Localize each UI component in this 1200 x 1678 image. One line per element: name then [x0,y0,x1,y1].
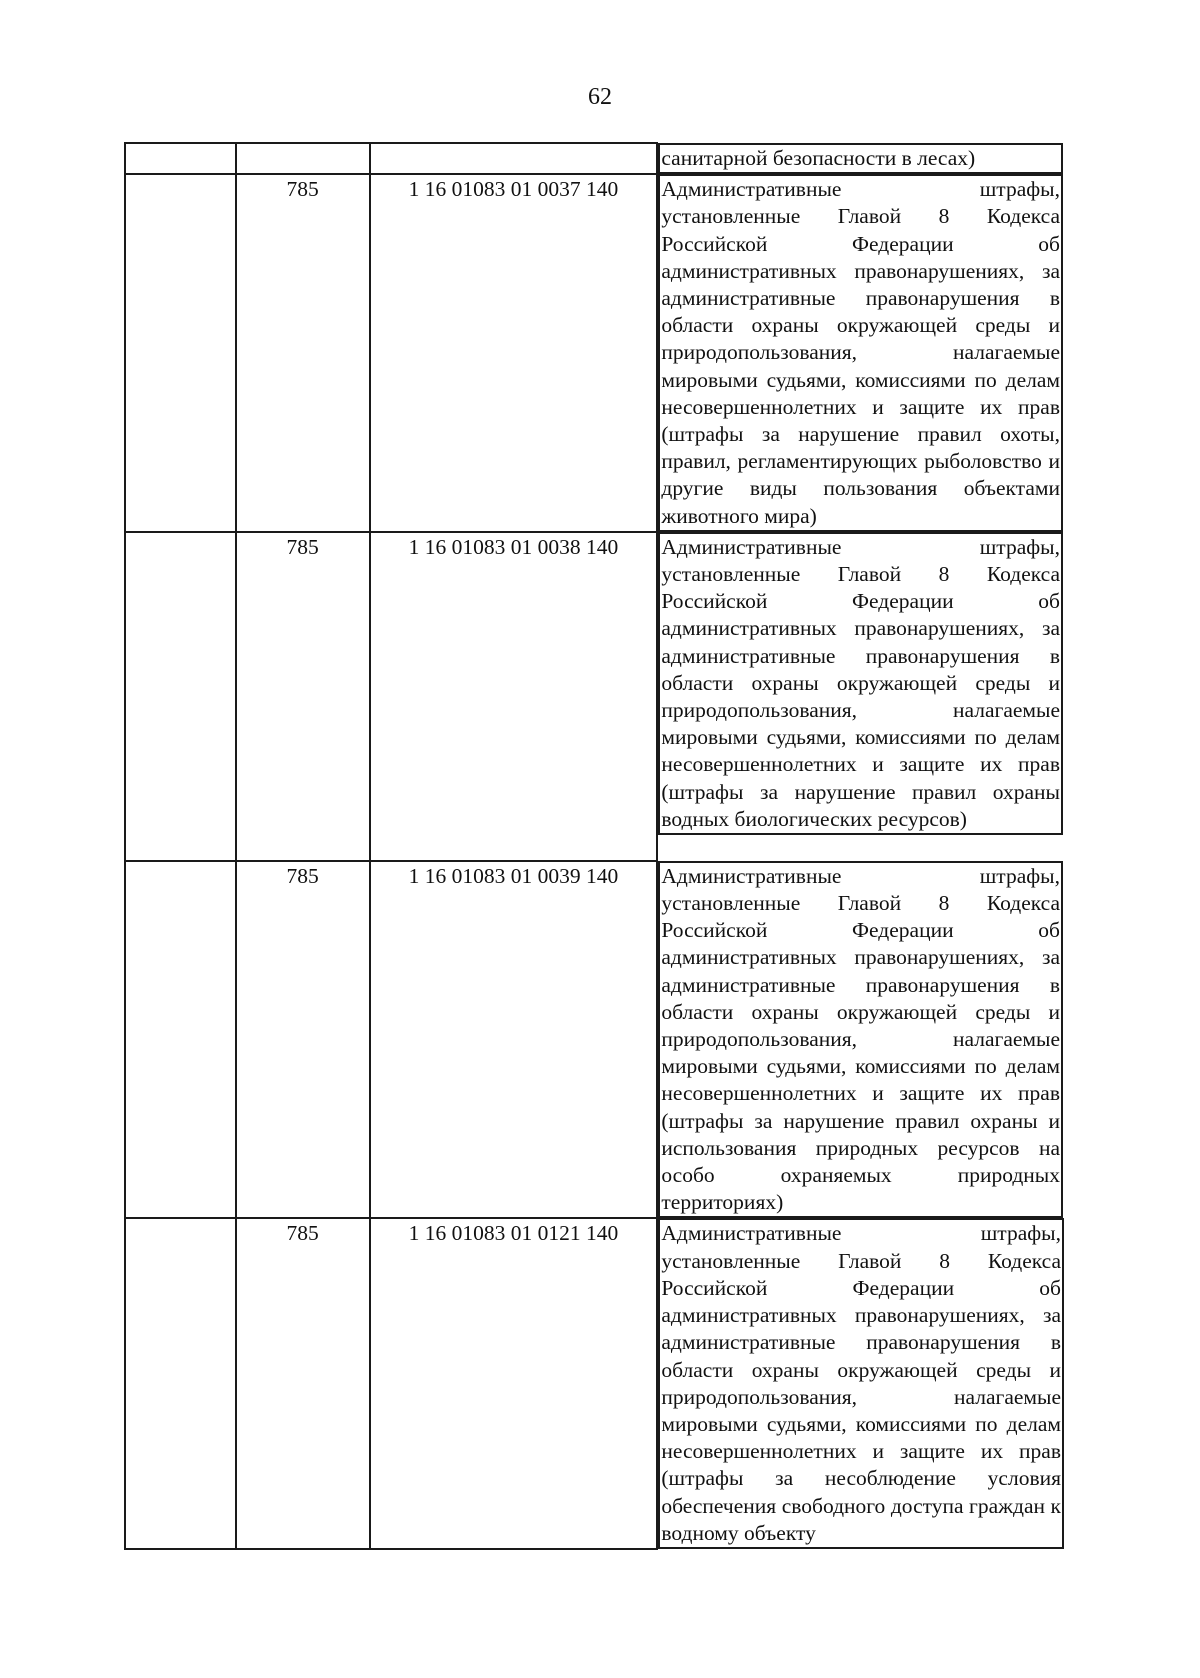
admin-code-cell: 785 [236,1218,370,1548]
empty-cell [370,143,658,174]
description-cell: Административные штрафы, установленные Главой 8 Кодекса Российской Федерации об административных правонарушениях, за административные правонарушения в области охраны окружающей среды и природопользования, налагаемые мировыми судьями, комиссиями по делам несовершеннолетних и защите их прав (штрафы за нарушение правил охраны водных биологических ресурсов) [658,532,1063,835]
empty-cell [125,861,236,1219]
empty-cell [236,143,370,174]
table-row [125,1218,1064,1548]
description-cell: Административные штрафы, установленные Главой 8 Кодекса Российской Федерации об административных правонарушениях, за административные правонарушения в области охраны окружающей среды и природопользования, налагаемые мировыми судьями, комиссиями по делам несовершеннолетних и защите их прав (штрафы за несоблюдение условия обеспечения свободного доступа граждан к водному объекту [658,1218,1064,1548]
description-cell: Административные штрафы, установленные Главой 8 Кодекса Российской Федерации об административных правонарушениях, за административные правонарушения в области охраны окружающей среды и природопользования, налагаемые мировыми судьями, комиссиями по делам несовершеннолетних и защите их прав (штрафы за нарушение правил охоты, правил, регламентирующих рыболовство и другие виды пользования объектами животного мира) [658,174,1063,532]
admin-code-cell: 785 [236,532,370,861]
continuation-description: санитарной безопасности в лесах) [658,143,1063,174]
empty-cell [125,174,236,532]
kbk-code-cell: 1 16 01083 01 0039 140 [370,861,658,1219]
empty-cell [125,532,236,861]
kbk-code-cell: 1 16 01083 01 0121 140 [370,1218,658,1548]
empty-cell [125,143,236,174]
description-cell: Административные штрафы, установленные Главой 8 Кодекса Российской Федерации об административных правонарушениях, за административные правонарушения в области охраны окружающей среды и природопользования, налагаемые мировыми судьями, комиссиями по делам несовершеннолетних и защите их прав (штрафы за нарушение правил охраны и использования природных ресурсов на особо охраняемых природных территориях) [658,861,1063,1219]
empty-cell [125,1218,236,1548]
table-row [125,174,1064,532]
admin-code-cell: 785 [236,861,370,1219]
table-row [125,861,1064,1219]
budget-codes-table [124,142,1065,1550]
table-row [125,532,1064,861]
kbk-code-cell: 1 16 01083 01 0038 140 [370,532,658,861]
kbk-code-cell: 1 16 01083 01 0037 140 [370,174,658,532]
table-row-continuation [125,143,1064,174]
admin-code-cell: 785 [236,174,370,532]
page-number: 62 [588,84,612,110]
